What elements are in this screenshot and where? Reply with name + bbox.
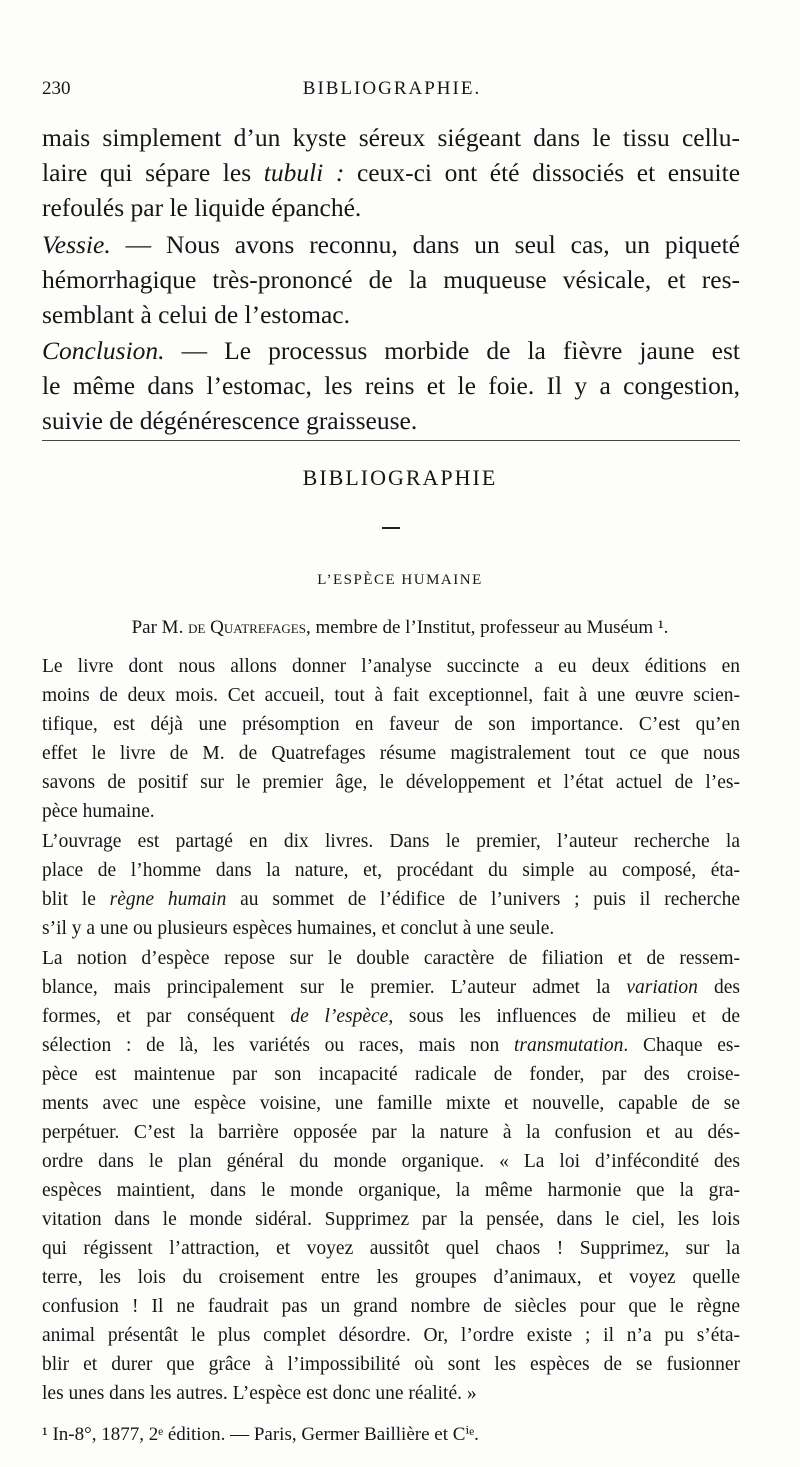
text-line: blir et durer que grâce à l’impossibilité où sont les espèces de se fusionner: [42, 1354, 740, 1375]
italic-heading: Vessie.: [42, 230, 111, 259]
text-line: hémorrhagique très-prononcé de la muqueuse vésicale, et res-: [42, 265, 740, 294]
text-line: ordre dans le plan général du monde organique. « La loi d’infécondité des: [42, 1151, 740, 1172]
title-dash: [382, 527, 400, 529]
text-line: formes, et par conséquent de l’espèce, sous les influences de milieu et de: [42, 1006, 740, 1027]
text-line: pèce humaine.: [42, 801, 155, 822]
text-line: terre, les lois du croisement entre les groupes d’animaux, et voyez quelle: [42, 1267, 740, 1288]
text-line: moins de deux mois. Cet accueil, tout à fait exceptionnel, fait à une œuvre scien-: [42, 685, 740, 706]
review-byline: Par M. de Quatrefages, membre de l’Institut, professeur au Muséum ¹.: [131, 617, 669, 638]
text-line: le même dans l’estomac, les reins et le foie. Il y a congestion,: [42, 371, 740, 400]
text-line: La notion d’espèce repose sur le double caractère de filiation et de ressem-: [42, 948, 740, 969]
text-line: s’il y a une ou plusieurs espèces humaines, et conclut à une seule.: [42, 918, 555, 939]
footnote: ¹ In-8°, 1877, 2ᵉ édition. — Paris, Germer Baillière et Cⁱᵉ.: [42, 1424, 479, 1445]
text-line: effet le livre de M. de Quatrefages résume magistralement tout ce que nous: [42, 743, 740, 764]
italic-term: de l’espèce: [290, 1006, 389, 1027]
text-line: Le livre dont nous allons donner l’analyse succincte a eu deux éditions en: [42, 656, 740, 677]
italic-heading: Conclusion.: [42, 336, 165, 365]
review-subtitle: L’ESPÈCE HUMAINE: [317, 572, 483, 588]
italic-term: règne humain: [109, 889, 227, 910]
running-title: BIBLIOGRAPHIE.: [302, 78, 482, 99]
text-line: qui régissent l’attraction, et voyez aussitôt quel chaos ! Supprimez, sur la: [42, 1238, 740, 1259]
text-line: refoulés par le liquide épanché.: [42, 193, 362, 222]
text-line: animal présentât le plus complet désordre. Or, l’ordre existe ; il n’a pu s’éta-: [42, 1325, 740, 1346]
italic-term: tubuli :: [263, 158, 345, 187]
text-line: mais simplement d’un kyste séreux siégeant dans le tissu cellu-: [42, 123, 740, 152]
text-line: tifique, est déjà une présomption en faveur de son importance. C’est qu’en: [42, 714, 740, 735]
text-line: semblant à celui de l’estomac.: [42, 300, 351, 329]
text-line: blit le règne humain au sommet de l’édifice de l’univers ; puis il recherche: [42, 889, 740, 910]
text-line: sélection : de là, les variétés ou races, mais non transmutation. Chaque es-: [42, 1035, 741, 1056]
author-name: de Quatrefages: [188, 617, 306, 638]
text-line: laire qui sépare les tubuli : ceux-ci ont été dissociés et ensuite: [42, 158, 741, 187]
text-line: ments avec une espèce voisine, une famille mixte et nouvelle, capable de se: [42, 1093, 740, 1114]
page-header: [42, 78, 742, 108]
page-number: 230: [42, 78, 71, 99]
footnote-marker: ¹.: [657, 617, 669, 638]
text-line: pèce est maintenue par son incapacité radicale de fonder, par des croise-: [42, 1064, 740, 1085]
italic-term: transmutation: [513, 1035, 624, 1056]
text-line: L’ouvrage est partagé en dix livres. Dans le premier, l’auteur recherche la: [42, 831, 740, 852]
text-line: espèces maintient, dans le monde organique, la même harmonie que la gra-: [42, 1180, 740, 1201]
text-line: suivie de dégénérescence graisseuse.: [42, 406, 418, 435]
text-line: confusion ! Il ne faudrait pas un grand nombre de siècles pour que le règne: [42, 1296, 740, 1317]
section-divider: [42, 440, 740, 441]
text-line: blance, mais principalement sur le premier. L’auteur admet la variation des: [42, 977, 740, 998]
text-line: les unes dans les autres. L’espèce est donc une réalité. »: [42, 1383, 477, 1404]
text-line: vitation dans le monde sidéral. Supprimez par la pensée, dans le ciel, les lois: [42, 1209, 740, 1230]
text-line: savons de positif sur le premier âge, le développement et l’état actuel de l’es-: [42, 772, 740, 793]
section-title: BIBLIOGRAPHIE: [302, 465, 498, 490]
text-line: Conclusion. — Le processus morbide de la fièvre jaune est: [42, 336, 740, 365]
text-line: Vessie. — Nous avons reconnu, dans un seul cas, un piqueté: [42, 230, 740, 259]
text-line: place de l’homme dans la nature, et, procédant du simple au composé, éta-: [42, 860, 740, 881]
italic-term: variation: [626, 977, 698, 998]
text-line: perpétuer. C’est la barrière opposée par la nature à la confusion et au dés-: [42, 1122, 740, 1143]
